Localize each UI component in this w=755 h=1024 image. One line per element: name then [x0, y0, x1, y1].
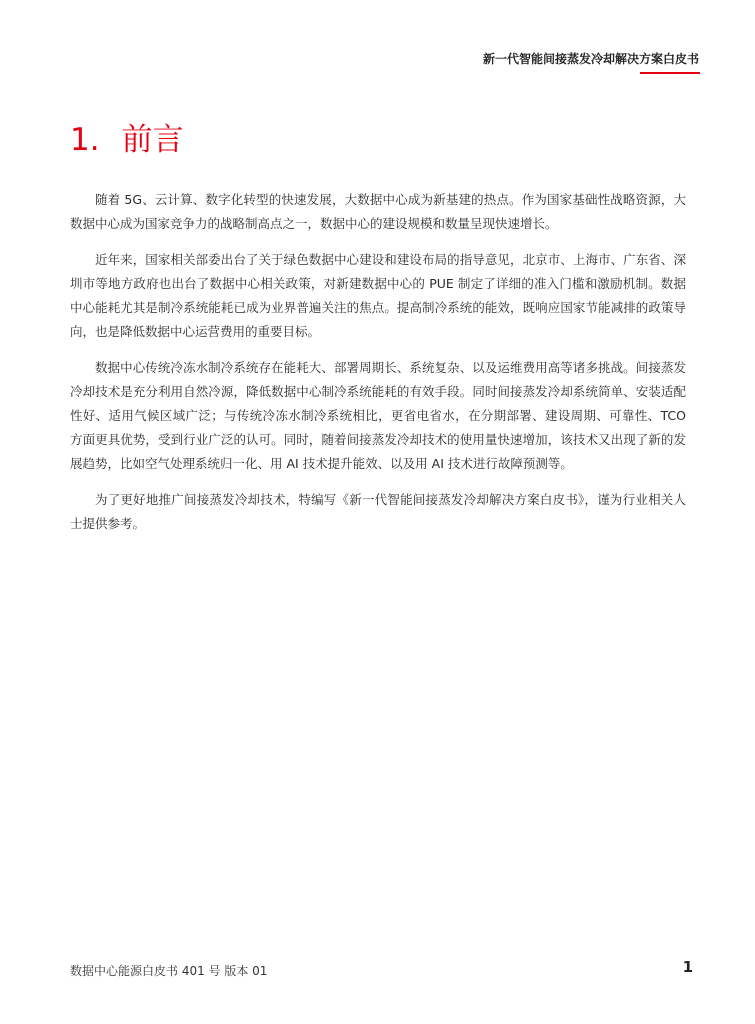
page-number: 1: [682, 958, 693, 976]
section-number: 1.: [70, 122, 100, 158]
header-title: 新一代智能间接蒸发冷却解决方案白皮书: [482, 52, 699, 66]
footer-document-id: 数据中心能源白皮书 401 号 版本 01: [70, 964, 268, 978]
section-title: 前言: [121, 122, 184, 158]
body-text: [70, 188, 686, 548]
paragraph-3: 数据中心传统冷冻水制冷系统存在能耗大、部署周期长、系统复杂、以及运维费用高等诸多挑战。间接蒸发冷却技术是充分利用自然冷源，降低数据中心制冷系统能耗的有效手段。同时间接蒸发冷却系统简单、安装适配性好、适用气候区域广泛；与传统冷冻水制冷系统相比，更省电省水，在分期部署、建设周期、可靠性、TCO 方面更具优势，受到行业广泛的认可。同时，随着间接蒸发冷却技术的使用量快速增加，该技术又出现了新的发展趋势，比如空气处理系统归一化、用 AI 技术提升能效、以及用 AI 技术进行故障预测等。: [70, 360, 686, 471]
paragraph-1: 随着 5G、云计算、数字化转型的快速发展，大数据中心成为新基建的热点。作为国家基础性战略资源，大数据中心成为国家竞争力的战略制高点之一，数据中心的建设规模和数量呈现快速增长。: [70, 192, 686, 231]
header-accent-rule: [640, 72, 700, 74]
paragraph-2: 近年来，国家相关部委出台了关于绿色数据中心建设和建设布局的指导意见，北京市、上海市、广东省、深圳市等地方政府也出台了数据中心相关政策，对新建数据中心的 PUE 制定了详细的准入门槛和激励机制。数据中心能耗尤其是制冷系统能耗已成为业界普遍关注的焦点。提高制冷系统的能效，既响应国家节能减排的政策导向，也是降低数据中心运营费用的重要目标。: [70, 252, 686, 339]
paragraph-4: 为了更好地推广间接蒸发冷却技术，特编写《新一代智能间接蒸发冷却解决方案白皮书》，谨为行业相关人士提供参考。: [70, 492, 686, 531]
section-heading: [70, 122, 184, 159]
